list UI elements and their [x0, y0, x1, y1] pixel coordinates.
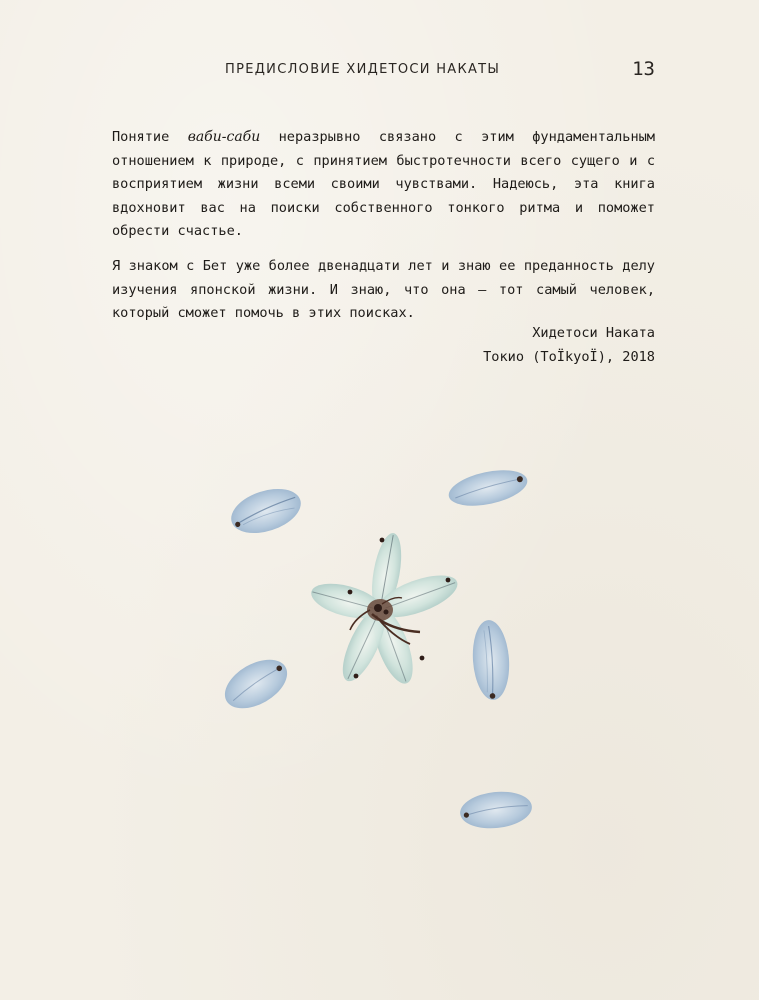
- running-title: ПРЕДИСЛОВИЕ ХИДЕТОСИ НАКАТЫ: [225, 62, 501, 77]
- signature-name: Хидетоси Наката: [532, 325, 655, 341]
- paragraph-2: Я знаком с Бет уже более двенадцати лет и знаю ее преданность делу изучения японской жизни. И знаю, что она — тот самый человек, который сможет помочь в этих поисках.: [112, 257, 655, 322]
- page-number: 13: [632, 58, 655, 80]
- paragraph-1-start: Понятие: [112, 129, 188, 145]
- body-text: [112, 126, 655, 337]
- paragraph-1-rest: неразрывно связано с этим фундаментальным отношением к природе, с принятием быстротечности всего сущего и с восприятием жизни всеми своими чувствами. Надеюсь, эта книга вдохновит вас на поиски собственного тонкого ритма и поможет обрести счастье.: [112, 129, 655, 240]
- running-head: [0, 60, 759, 80]
- signature: [483, 321, 655, 369]
- paragraph-1: [112, 126, 655, 244]
- wabi-sabi-term: ваби-саби: [187, 129, 261, 145]
- signature-place-date: Токио (ToÏkyoÏ), 2018: [483, 349, 655, 365]
